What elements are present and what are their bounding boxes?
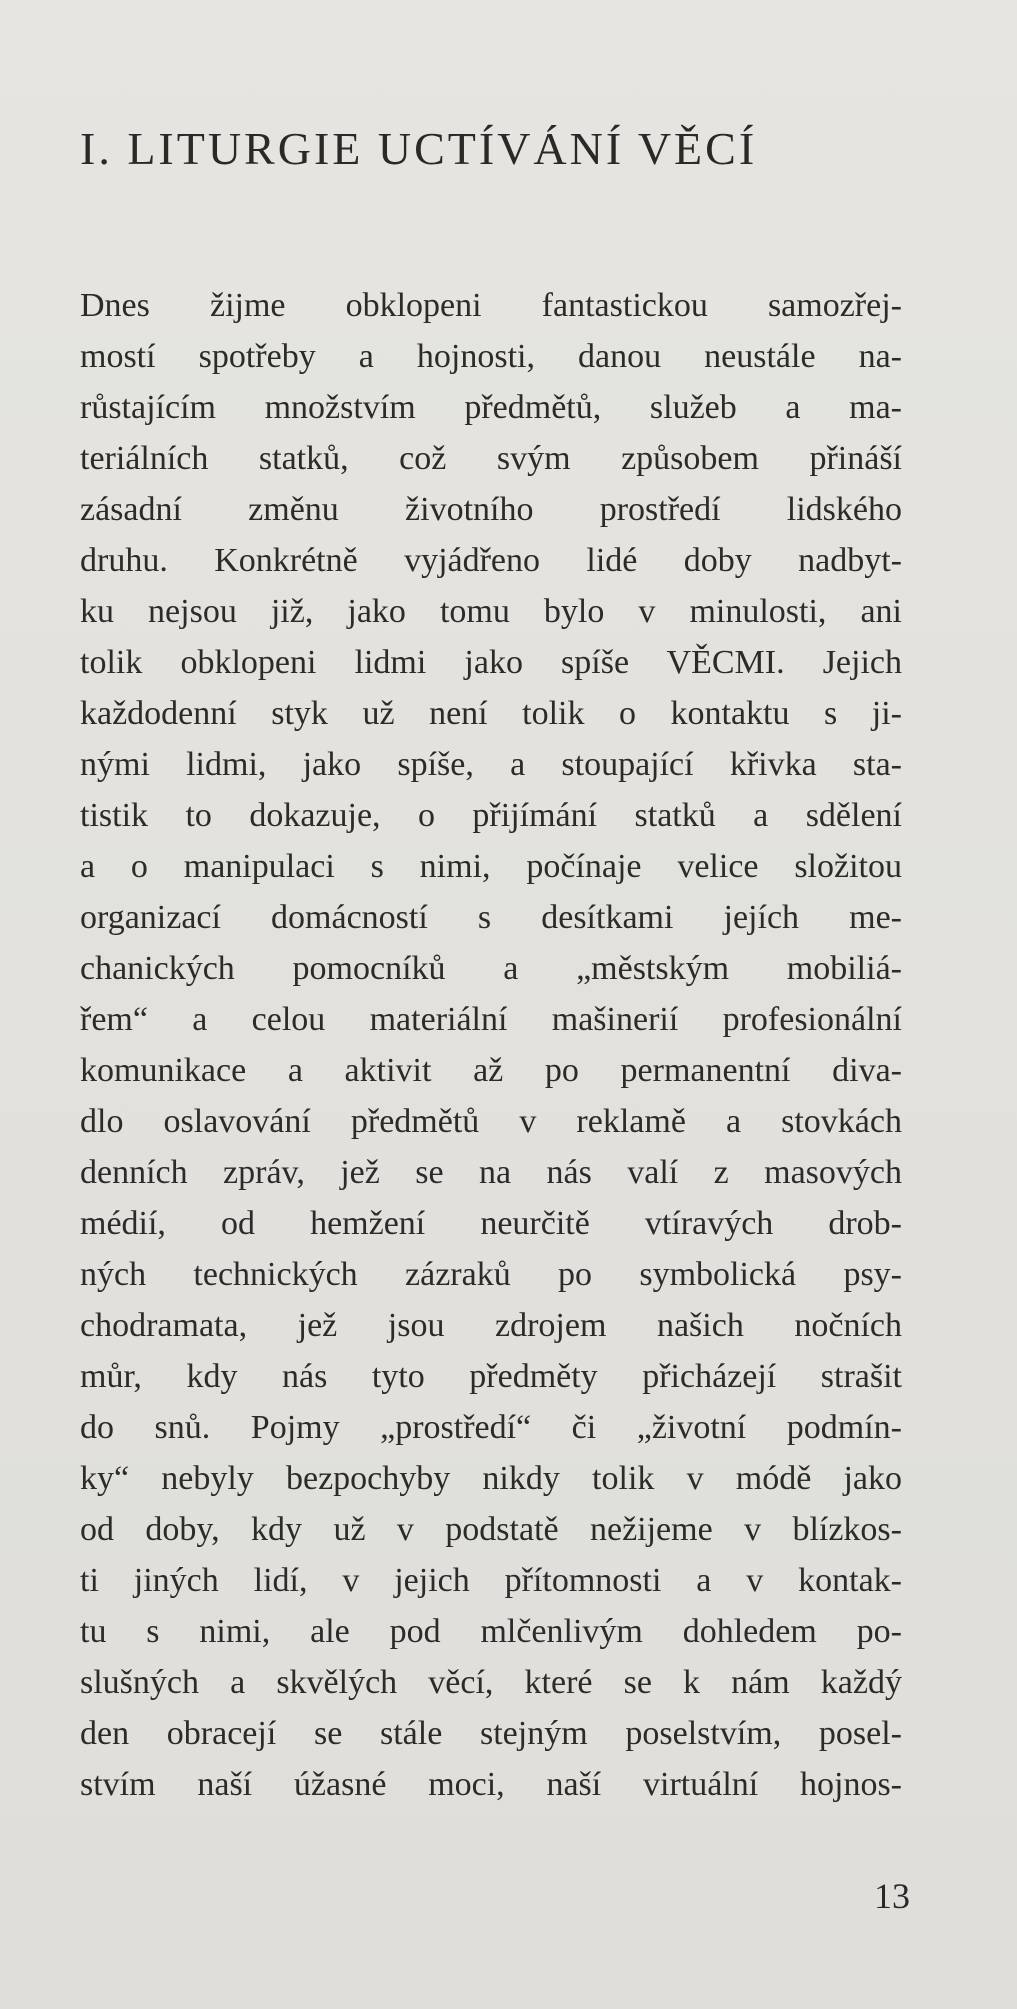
text-line: denních zpráv, jež se na nás valí z masových — [80, 1154, 902, 1191]
text-line: chodramata, jež jsou zdrojem našich nočních — [80, 1307, 902, 1344]
text-line: řem“ a celou materiální mašinerií profesionální — [80, 1001, 902, 1038]
text-line: nými lidmi, jako spíše, a stoupající křivka sta- — [80, 746, 902, 783]
text-line: dlo oslavování předmětů v reklamě a stovkách — [80, 1103, 902, 1140]
text-line: do snů. Pojmy „prostředí“ či „životní podmín- — [80, 1409, 902, 1446]
text-line: tu s nimi, ale pod mlčenlivým dohledem po- — [80, 1613, 902, 1650]
text-line: růstajícím množstvím předmětů, služeb a ma- — [80, 389, 902, 426]
text-line: tistik to dokazuje, o přijímání statků a sdělení — [80, 797, 902, 834]
text-line: a o manipulaci s nimi, počínaje velice složitou — [80, 848, 902, 885]
body-text — [80, 280, 902, 1810]
text-line: můr, kdy nás tyto předměty přicházejí strašit — [80, 1358, 902, 1395]
text-line: slušných a skvělých věcí, které se k nám každý — [80, 1664, 902, 1701]
text-line: stvím naší úžasné moci, naší virtuální hojnos- — [80, 1766, 902, 1803]
text-line: Dnes žijme obklopeni fantastickou samozřej- — [80, 287, 902, 324]
text-line: ku nejsou již, jako tomu bylo v minulosti, ani — [80, 593, 902, 630]
text-line: ky“ nebyly bezpochyby nikdy tolik v módě jako — [80, 1460, 902, 1497]
text-line: ti jiných lidí, v jejich přítomnosti a v kontak- — [80, 1562, 902, 1599]
text-line: od doby, kdy už v podstatě nežijeme v blízkos- — [80, 1511, 902, 1548]
text-line: den obracejí se stále stejným poselstvím, posel- — [80, 1715, 902, 1752]
text-line: chanických pomocníků a „městským mobiliá- — [80, 950, 902, 987]
page-number: 13 — [874, 1876, 910, 1916]
text-line: ných technických zázraků po symbolická psy- — [80, 1256, 902, 1293]
text-line: médií, od hemžení neurčitě vtíravých drob- — [80, 1205, 902, 1242]
text-line: komunikace a aktivit až po permanentní diva- — [80, 1052, 902, 1089]
text-line: teriálních statků, což svým způsobem přináší — [80, 440, 902, 477]
text-line: tolik obklopeni lidmi jako spíše VĚCMI. Jejich — [80, 644, 902, 681]
text-line: organizací domácností s desítkami jejích me- — [80, 899, 902, 936]
text-line: zásadní změnu životního prostředí lidského — [80, 491, 902, 528]
chapter-title: I. LITURGIE UCTÍVÁNÍ VĚCÍ — [80, 123, 758, 174]
text-line: každodenní styk už není tolik o kontaktu s ji- — [80, 695, 902, 732]
text-line: druhu. Konkrétně vyjádřeno lidé doby nadbyt- — [80, 542, 902, 579]
text-line: mostí spotřeby a hojnosti, danou neustále na- — [80, 338, 902, 375]
